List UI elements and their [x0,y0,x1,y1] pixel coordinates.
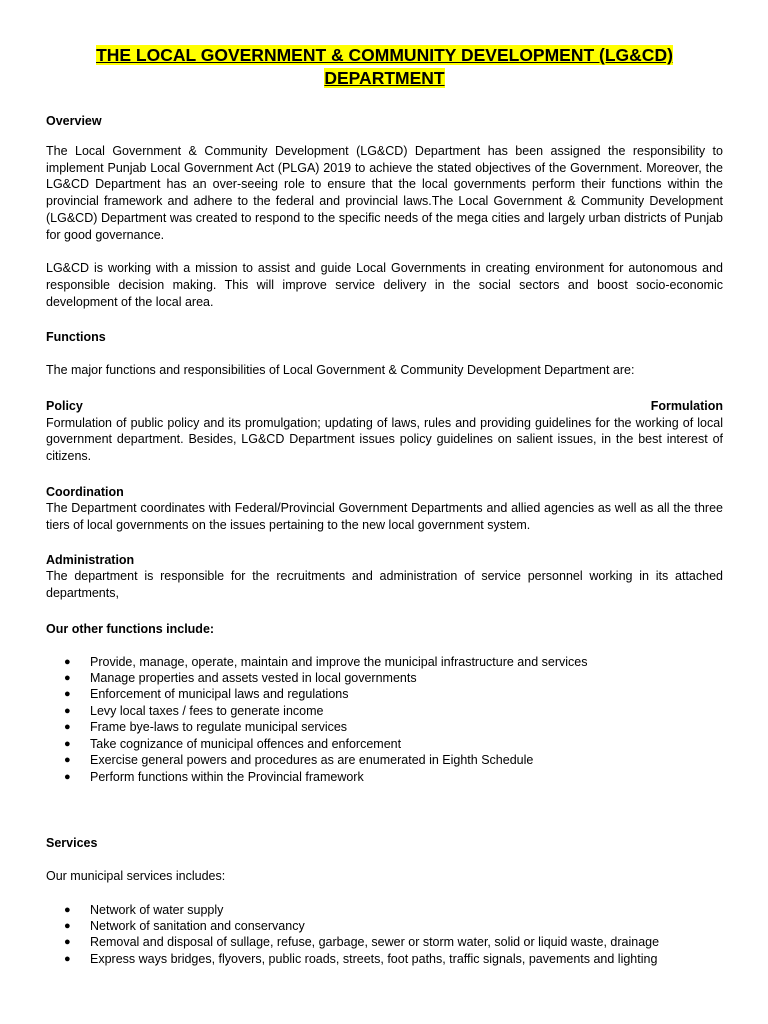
administration-text: The department is responsible for the recruitments and administration of service personnel working in its attached departments, [46,569,723,600]
policy-formulation-heading [46,398,723,415]
policy-heading-left: Policy [46,399,83,414]
bullet-icon: ● [64,655,71,668]
list-item: ● Network of sanitation and conservancy [64,919,305,934]
bullet-icon: ● [64,952,71,965]
other-functions-heading: Our other functions include: [46,621,215,636]
document-title [46,44,723,90]
title-line-1: THE LOCAL GOVERNMENT & COMMUNITY DEVELOPMENT (LG&CD) [96,45,673,65]
list-item: ● Exercise general powers and procedures as are enumerated in Eighth Schedule [64,753,534,768]
list-item: ● Express ways bridges, flyovers, public roads, streets, foot paths, traffic signals, pavements and lighting [64,951,658,966]
list-item: ● Levy local taxes / fees to generate income [64,703,324,718]
bullet-icon: ● [64,754,71,767]
bullet-icon: ● [64,737,71,750]
administration-heading: Administration [46,553,135,568]
list-item: ● Network of water supply [64,902,224,917]
services-intro: Our municipal services includes: [46,868,226,883]
bullet-icon: ● [64,903,71,916]
overview-heading: Overview [46,114,102,128]
overview-paragraph-2: LG&CD is working with a mission to assist and guide Local Governments in creating environment for autonomous and responsible decision making. This will improve service delivery in the social sectors and boost socio-economic development of the local area. [46,261,723,309]
bullet-icon: ● [64,672,71,685]
list-item: ● Provide, manage, operate, maintain and improve the municipal infrastructure and services [64,654,588,669]
list-item: ● Frame bye-laws to regulate municipal services [64,720,348,735]
overview-paragraph-1: The Local Government & Community Development (LG&CD) Department has been assigned the responsibility to implement Punjab Local Government Act (PLGA) 2019 to achieve the stated objectives of the Government. Moreover, the LG&CD Department has an over-seeing role to ensure that the local governments perform their functions within the provincial framework and adhere to the federal and provincial laws.The Local Government & Community Development (LG&CD) Department was created to respond to the specific needs of the mega cities and largely urban districts of Punjab for good governance. [46,144,723,242]
bullet-icon: ● [64,688,71,701]
coordination-text: The Department coordinates with Federal/Provincial Government Departments and allied agencies as well as all the three tiers of local governments on the issues pertaining to the new local government system. [46,500,723,532]
coordination-heading: Coordination [46,484,124,499]
bullet-icon: ● [64,721,71,734]
list-item: ● Removal and disposal of sullage, refuse, garbage, sewer or storm water, solid or liquid waste, drainage [64,935,660,950]
list-item: ● Enforcement of municipal laws and regulations [64,687,349,702]
other-functions-list [46,654,723,785]
functions-heading: Functions [46,330,106,345]
bullet-icon: ● [64,704,71,717]
services-heading: Services [46,835,98,850]
bullet-icon: ● [64,920,71,933]
policy-text: Formulation of public policy and its promulgation; updating of laws, rules and providing guidelines for the working of local government department. Besides, LG&CD Department issues policy guidelines on salient issues, in the best interest of citizens. [46,415,723,464]
bullet-icon: ● [64,936,71,949]
functions-intro: The major functions and responsibilities of Local Government & Community Development Department are: [46,363,635,378]
policy-heading-right: Formulation [650,399,723,414]
services-list [46,902,723,968]
list-item: ● Take cognizance of municipal offences and enforcement [64,736,402,751]
list-item: ● Manage properties and assets vested in local governments [64,671,417,686]
list-item: ● Perform functions within the Provincial framework [64,769,364,784]
title-line-2: DEPARTMENT [324,68,445,88]
bullet-icon: ● [64,770,71,783]
